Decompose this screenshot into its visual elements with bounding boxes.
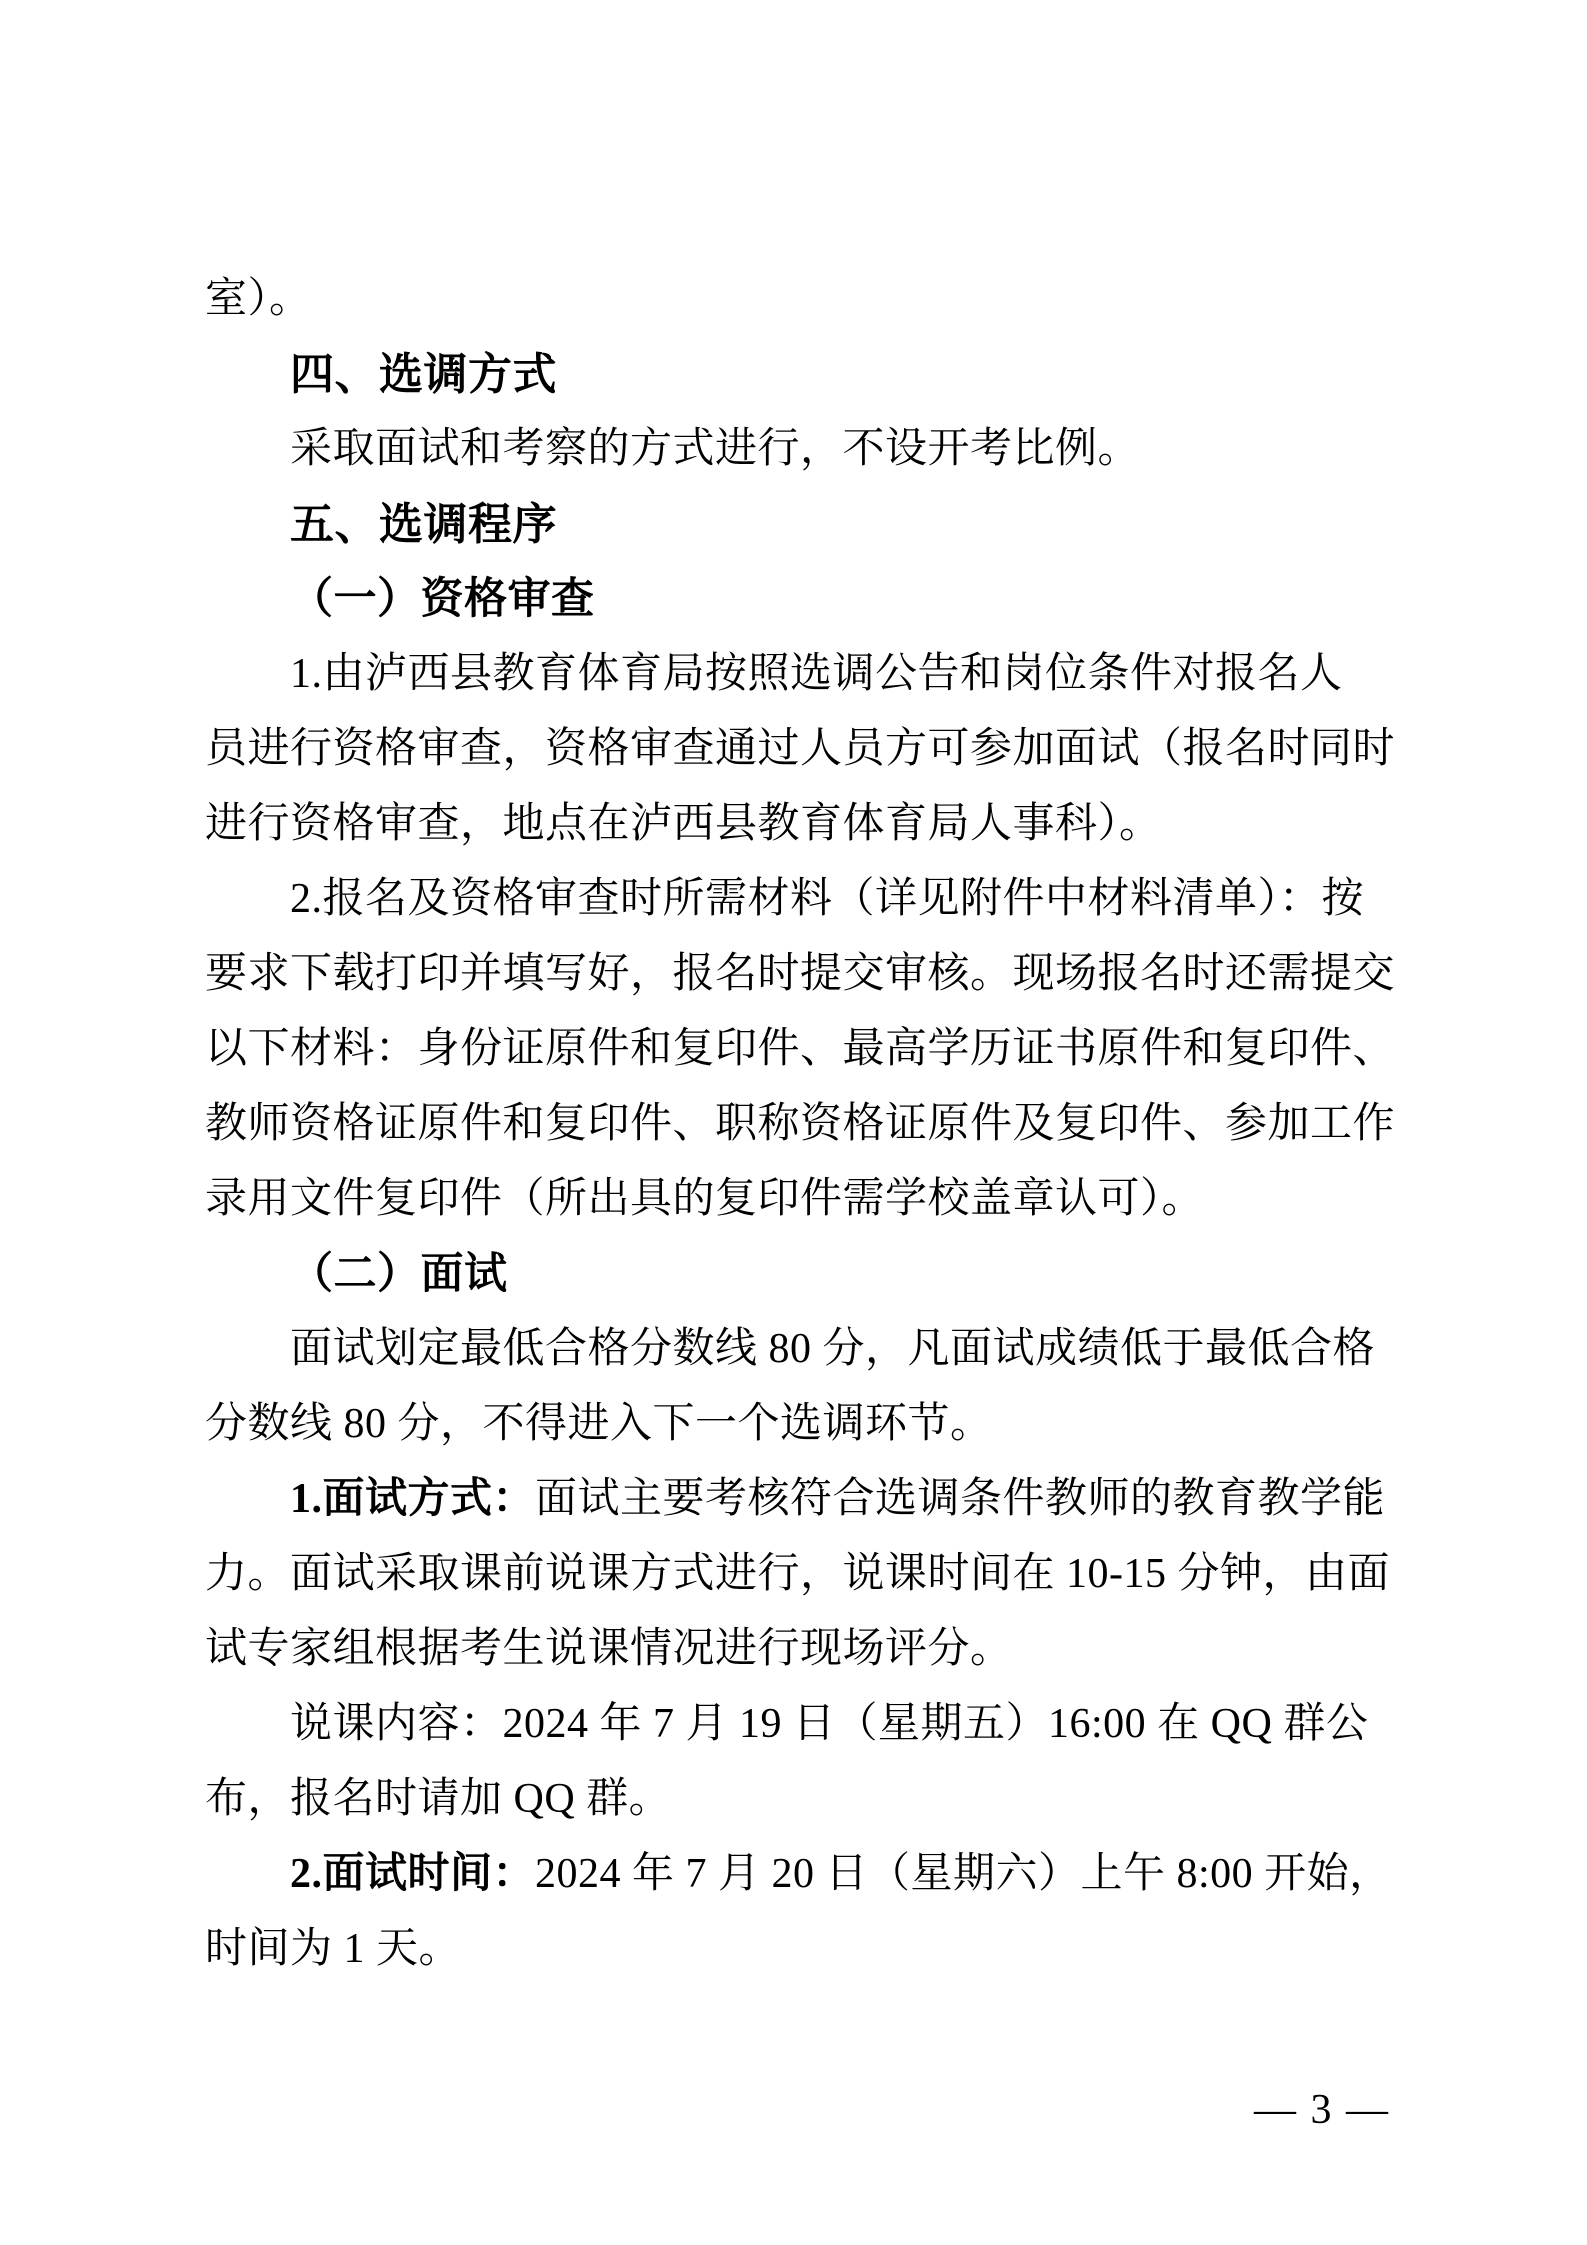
text-segment: 面试主要考核符合选调条件教师的教育教学能 — [535, 1476, 1386, 1522]
text-segment: 试专家组根据考生说课情况进行现场评分。 — [205, 1626, 1013, 1672]
text-segment-bold: （二）面试 — [290, 1251, 508, 1298]
text-line — [205, 637, 1415, 712]
text-line — [205, 1537, 1415, 1612]
document-body — [205, 262, 1415, 1987]
text-segment: 时间为 1 天。 — [205, 1926, 462, 1972]
heading-line — [205, 337, 1415, 412]
text-line — [205, 1087, 1415, 1162]
text-line — [205, 1387, 1415, 1462]
text-line — [205, 1312, 1415, 1387]
text-line — [205, 1762, 1415, 1837]
text-line — [205, 1837, 1415, 1912]
text-segment: 录用文件复印件（所出具的复印件需学校盖章认可）。 — [205, 1176, 1205, 1222]
text-line — [205, 412, 1415, 487]
text-segment: 要求下载打印并填写好，报名时提交审核。现场报名时还需提交 — [205, 951, 1396, 997]
heading-line — [205, 1237, 1415, 1312]
text-segment: 教师资格证原件和复印件、职称资格证原件及复印件、参加工作 — [205, 1101, 1396, 1147]
text-segment-bold: 2.面试时间： — [290, 1851, 536, 1897]
text-segment: 面试划定最低合格分数线 80 分，凡面试成绩低于最低合格 — [290, 1326, 1376, 1372]
text-segment: 分数线 80 分，不得进入下一个选调环节。 — [205, 1401, 993, 1447]
text-segment: 2.报名及资格审查时所需材料（详见附件中材料清单）：按 — [290, 876, 1365, 922]
text-line — [205, 1012, 1415, 1087]
text-segment: 进行资格审查，地点在泸西县教育体育局人事科）。 — [205, 801, 1162, 847]
text-segment-bold: 五、选调程序 — [290, 500, 557, 549]
text-line — [205, 1462, 1415, 1537]
text-segment: 2024 年 7 月 20 日（星期六）上午 8:00 开始， — [535, 1851, 1392, 1897]
text-segment-bold: 1.面试方式： — [290, 1476, 536, 1522]
text-segment: 力。面试采取课前说课方式进行，说课时间在 10-15 分钟，由面 — [205, 1551, 1390, 1597]
text-segment-bold: （一）资格审查 — [290, 576, 595, 623]
text-line — [205, 1687, 1415, 1762]
text-segment: 以下材料：身份证原件和复印件、最高学历证书原件和复印件、 — [205, 1026, 1396, 1072]
text-segment: 采取面试和考察的方式进行，不设开考比例。 — [290, 426, 1141, 472]
text-segment: 1.由泸西县教育体育局按照选调公告和岗位条件对报名人 — [290, 651, 1343, 697]
text-line — [205, 1162, 1415, 1237]
text-line — [205, 1612, 1415, 1687]
text-segment: 员进行资格审查，资格审查通过人员方可参加面试（报名时同时 — [205, 726, 1396, 772]
text-segment: 室）。 — [205, 276, 312, 322]
text-line — [205, 787, 1415, 862]
heading-line — [205, 562, 1415, 637]
text-segment: 说课内容：2024 年 7 月 19 日（星期五）16:00 在 QQ 群公 — [290, 1701, 1369, 1747]
page-footer — [1254, 2082, 1390, 2138]
page-number: — 3 — — [1254, 2087, 1390, 2133]
text-line — [205, 712, 1415, 787]
text-line — [205, 262, 1415, 337]
text-line — [205, 1912, 1415, 1987]
text-segment-bold: 四、选调方式 — [290, 350, 557, 399]
heading-line — [205, 487, 1415, 562]
text-segment: 布，报名时请加 QQ 群。 — [205, 1776, 672, 1822]
text-line — [205, 862, 1415, 937]
text-line — [205, 937, 1415, 1012]
